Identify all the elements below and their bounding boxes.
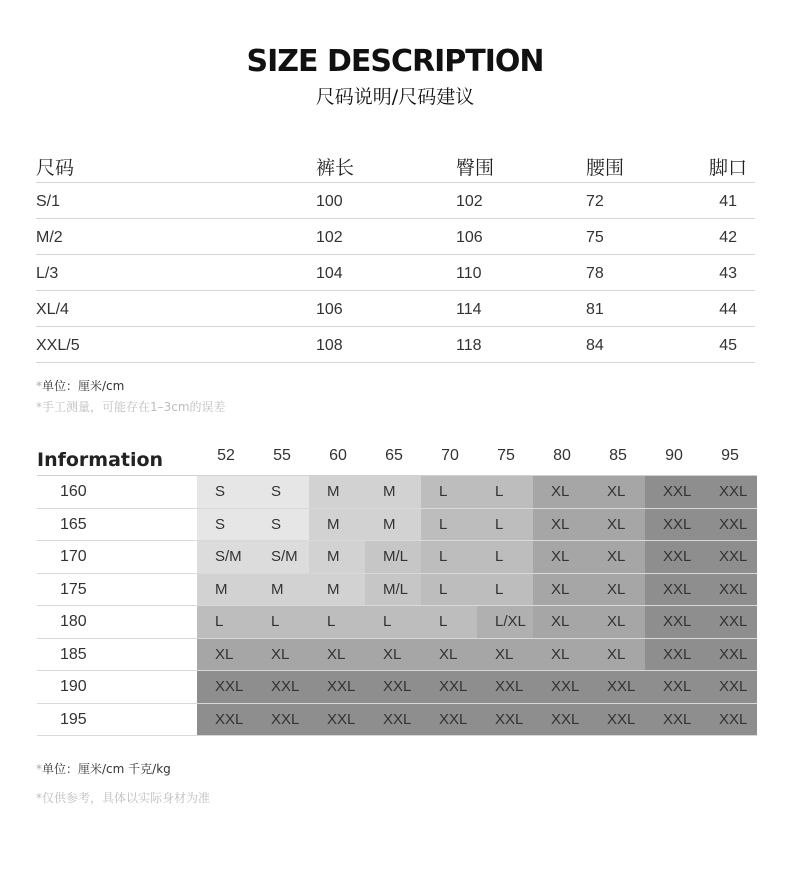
cell-waist: 81 bbox=[586, 301, 604, 318]
size-table bbox=[36, 146, 755, 363]
unit-note: *单位：厘米/cm bbox=[36, 379, 125, 393]
grid-row bbox=[37, 509, 757, 542]
size-cell: S bbox=[253, 476, 309, 508]
size-cell: XXL bbox=[197, 704, 253, 736]
cell-hip: 118 bbox=[456, 337, 482, 354]
header-size: 尺码 bbox=[36, 157, 75, 179]
size-cell: M/L bbox=[365, 574, 421, 606]
height-label: 180 bbox=[60, 613, 87, 630]
size-cell: XXL bbox=[421, 704, 477, 736]
cell-length: 104 bbox=[316, 265, 343, 282]
header-hip: 臀围 bbox=[456, 157, 495, 179]
size-cell: XL bbox=[533, 639, 589, 671]
size-cell: XL bbox=[533, 476, 589, 508]
measure-note: *手工测量，可能存在1–3cm的误差 bbox=[36, 400, 226, 414]
size-cell: S bbox=[253, 509, 309, 541]
cell-size: L/3 bbox=[36, 265, 59, 282]
size-cell: XXL bbox=[589, 671, 645, 703]
size-cell: XXL bbox=[533, 671, 589, 703]
size-cell: XXL bbox=[701, 671, 757, 703]
height-label: 165 bbox=[60, 515, 87, 533]
size-cell: XL bbox=[533, 606, 589, 638]
weight-header: 55 bbox=[273, 447, 291, 464]
grid-row bbox=[37, 639, 757, 672]
size-cell: L bbox=[421, 574, 477, 606]
size-cell: L bbox=[477, 574, 533, 606]
size-cell: M bbox=[309, 509, 365, 541]
size-cell: XXL bbox=[309, 671, 365, 703]
size-cell: XXL bbox=[701, 476, 757, 508]
cell-size: S/1 bbox=[36, 193, 61, 210]
size-cell: XL bbox=[533, 509, 589, 541]
height-label: 185 bbox=[60, 645, 87, 663]
size-cell: L bbox=[421, 541, 477, 573]
page-subtitle: 尺码说明/尺码建议 bbox=[315, 86, 475, 108]
reference-note: *仅供参考，具体以实际身材为准 bbox=[36, 791, 211, 805]
size-cell: L bbox=[197, 606, 253, 638]
size-cell: M/L bbox=[365, 541, 421, 573]
size-cell: XXL bbox=[645, 509, 701, 541]
grid-label: Information bbox=[37, 449, 164, 471]
size-cell: XL bbox=[589, 606, 645, 638]
size-table-row bbox=[36, 183, 755, 219]
grid-row bbox=[37, 671, 757, 704]
cell-hem: 44 bbox=[719, 301, 737, 318]
cell-waist: 84 bbox=[586, 337, 604, 354]
size-cell: M bbox=[309, 574, 365, 606]
size-cell: XXL bbox=[645, 476, 701, 508]
weight-header: 70 bbox=[441, 447, 459, 464]
size-cell: L bbox=[421, 476, 477, 508]
size-cell: XXL bbox=[197, 671, 253, 703]
height-label: 160 bbox=[60, 483, 87, 500]
size-cell: XXL bbox=[365, 704, 421, 736]
size-cell: XXL bbox=[701, 509, 757, 541]
size-cell: L bbox=[477, 541, 533, 573]
size-table-header bbox=[36, 146, 755, 183]
height-label: 175 bbox=[60, 580, 87, 598]
size-cell: L bbox=[477, 509, 533, 541]
cell-waist: 75 bbox=[586, 229, 604, 246]
size-cell: XXL bbox=[645, 671, 701, 703]
size-cell: XL bbox=[589, 574, 645, 606]
size-table-row bbox=[36, 219, 755, 255]
cell-hip: 106 bbox=[456, 229, 483, 246]
cell-hem: 43 bbox=[719, 265, 737, 282]
size-cell: L/XL bbox=[477, 606, 533, 638]
size-cell: XL bbox=[477, 639, 533, 671]
size-cell: XXL bbox=[701, 639, 757, 671]
size-cell: S/M bbox=[197, 541, 253, 573]
size-cell: XXL bbox=[645, 639, 701, 671]
size-cell: XL bbox=[589, 639, 645, 671]
size-recommendation-grid bbox=[37, 443, 757, 736]
weight-header: 80 bbox=[553, 447, 571, 464]
size-cell: S bbox=[197, 509, 253, 541]
size-cell: XL bbox=[421, 639, 477, 671]
weight-header: 90 bbox=[665, 447, 683, 464]
cell-waist: 78 bbox=[586, 265, 604, 282]
cell-hip: 110 bbox=[456, 265, 482, 282]
header-waist: 腰围 bbox=[586, 157, 625, 179]
cell-hem: 42 bbox=[719, 229, 737, 246]
size-cell: XL bbox=[589, 541, 645, 573]
height-label: 170 bbox=[60, 548, 87, 565]
size-cell: L bbox=[421, 606, 477, 638]
size-cell: XXL bbox=[477, 704, 533, 736]
size-cell: S/M bbox=[253, 541, 309, 573]
size-cell: XL bbox=[533, 541, 589, 573]
size-cell: XXL bbox=[365, 671, 421, 703]
size-cell: XXL bbox=[309, 704, 365, 736]
page-title: SIZE DESCRIPTION bbox=[246, 44, 544, 79]
size-cell: XXL bbox=[645, 606, 701, 638]
size-cell: L bbox=[365, 606, 421, 638]
header-length: 裤长 bbox=[316, 157, 355, 179]
cell-hip: 102 bbox=[456, 193, 483, 210]
grid-row bbox=[37, 574, 757, 607]
size-cell: XXL bbox=[701, 606, 757, 638]
size-cell: XXL bbox=[421, 671, 477, 703]
size-cell: XXL bbox=[645, 541, 701, 573]
weight-header: 52 bbox=[217, 447, 235, 464]
cell-length: 102 bbox=[316, 229, 343, 246]
cell-hip: 114 bbox=[456, 301, 482, 318]
grid-row bbox=[37, 606, 757, 639]
cell-size: XXL/5 bbox=[36, 337, 80, 354]
size-cell: M bbox=[365, 509, 421, 541]
size-table-row bbox=[36, 291, 755, 327]
size-table-row bbox=[36, 327, 755, 363]
size-cell: L bbox=[253, 606, 309, 638]
size-cell: XL bbox=[197, 639, 253, 671]
size-cell: M bbox=[309, 476, 365, 508]
cell-waist: 72 bbox=[586, 193, 604, 210]
size-cell: XL bbox=[365, 639, 421, 671]
size-cell: XXL bbox=[701, 541, 757, 573]
height-label: 190 bbox=[60, 678, 87, 695]
weight-header: 75 bbox=[497, 447, 515, 464]
size-cell: XXL bbox=[645, 574, 701, 606]
weight-header: 65 bbox=[385, 447, 403, 464]
size-cell: M bbox=[253, 574, 309, 606]
grid-header bbox=[37, 443, 757, 476]
size-cell: L bbox=[421, 509, 477, 541]
size-cell: M bbox=[309, 541, 365, 573]
cell-length: 100 bbox=[316, 193, 343, 210]
weight-header: 85 bbox=[609, 447, 627, 464]
cell-hem: 45 bbox=[719, 337, 737, 354]
size-cell: L bbox=[477, 476, 533, 508]
grid-row bbox=[37, 704, 757, 737]
size-cell: XXL bbox=[701, 704, 757, 736]
size-cell: M bbox=[365, 476, 421, 508]
size-cell: M bbox=[197, 574, 253, 606]
size-cell: L bbox=[309, 606, 365, 638]
size-cell: XXL bbox=[589, 704, 645, 736]
size-cell: XXL bbox=[253, 671, 309, 703]
size-cell: XXL bbox=[645, 704, 701, 736]
size-cell: XL bbox=[309, 639, 365, 671]
header-hem: 脚口 bbox=[708, 157, 747, 179]
size-cell: XL bbox=[253, 639, 309, 671]
size-cell: XXL bbox=[477, 671, 533, 703]
grid-row bbox=[37, 541, 757, 574]
size-cell: S bbox=[197, 476, 253, 508]
cell-length: 108 bbox=[316, 337, 343, 354]
size-cell: XL bbox=[533, 574, 589, 606]
weight-header: 60 bbox=[329, 447, 347, 464]
cell-size: M/2 bbox=[36, 229, 63, 246]
size-cell: XL bbox=[589, 509, 645, 541]
cell-hem: 41 bbox=[719, 193, 737, 210]
height-label: 195 bbox=[60, 710, 87, 728]
size-cell: XXL bbox=[701, 574, 757, 606]
weight-header: 95 bbox=[721, 447, 739, 464]
size-cell: XXL bbox=[253, 704, 309, 736]
cell-length: 106 bbox=[316, 301, 343, 318]
size-cell: XL bbox=[589, 476, 645, 508]
grid-row bbox=[37, 476, 757, 509]
size-cell: XXL bbox=[533, 704, 589, 736]
unit-note-2: *单位：厘米/cm 千克/kg bbox=[36, 762, 171, 776]
cell-size: XL/4 bbox=[36, 301, 69, 318]
size-table-row bbox=[36, 255, 755, 291]
